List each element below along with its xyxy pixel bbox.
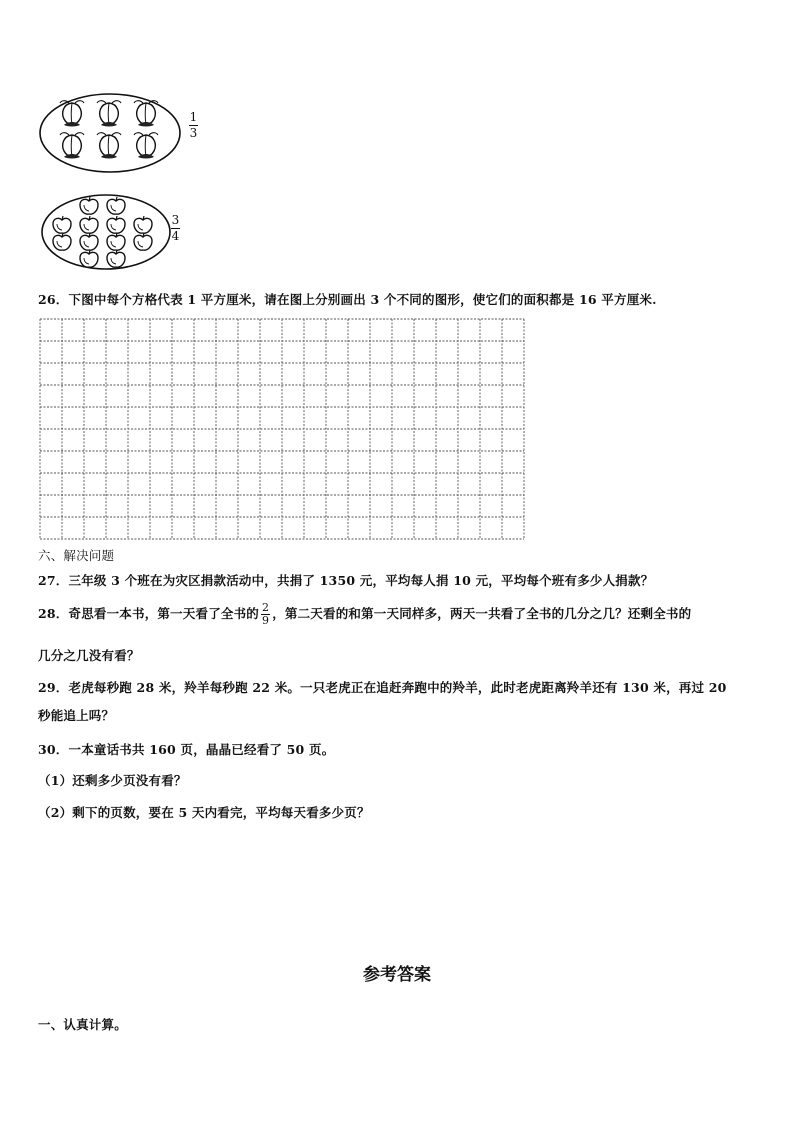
apple-icon (107, 250, 125, 267)
question-30-sub2: （2）剩下的页数，要在 5 天内看完，平均每天看多少页？ (38, 805, 370, 820)
question-28-part1: 28．奇思看一本书，第一天看了全书的 (38, 606, 259, 621)
apple-icon (107, 216, 125, 233)
fraction-denominator: 4 (171, 229, 180, 243)
fraction-two-ninths (261, 602, 270, 627)
apple-icon (80, 216, 98, 233)
apple-icon (53, 216, 71, 233)
apple-icon (53, 233, 71, 250)
fraction-numerator: 2 (262, 601, 270, 614)
fraction-denominator: 3 (189, 126, 198, 140)
fraction-three-quarters (171, 213, 180, 244)
question-30: 30．一本童话书共 160 页，晶晶已经看了 50 页。 (38, 742, 335, 757)
peach-icon (97, 133, 121, 159)
apple-icon (134, 216, 152, 233)
apple-icon (80, 250, 98, 267)
answer-key-title: 参考答案 (363, 965, 431, 985)
peach-icon (60, 133, 84, 159)
peach-oval (38, 92, 188, 176)
question-29-line1: 29．老虎每秒跑 28 米，羚羊每秒跑 22 米。一只老虎正在追赶奔跑中的羚羊，此时老虎距离羚羊还有 130 米，再过 20 (38, 680, 727, 695)
apple-icon (134, 233, 152, 250)
question-29-line2: 秒能追上吗？ (38, 708, 115, 723)
peach-icon (97, 101, 121, 127)
square-grid[interactable] (38, 317, 528, 541)
apple-icon (107, 233, 125, 250)
question-28 (38, 602, 691, 627)
peach-icon (134, 101, 158, 127)
apple-icon (107, 197, 125, 214)
question-28-line2: 几分之几没有看？ (38, 648, 140, 663)
question-30-sub1: （1）还剩多少页没有看？ (38, 773, 187, 788)
apple-icon (80, 197, 98, 214)
question-27: 27．三年级 3 个班在为灾区捐款活动中，共捐了 1350 元，平均每人捐 10 元，平均每个班有多少人捐款？ (38, 573, 654, 588)
fraction-one-third (189, 110, 198, 141)
fraction-numerator: 1 (189, 110, 198, 124)
answer-section-1: 一、认真计算。 (38, 1017, 127, 1032)
peach-icon (134, 133, 158, 159)
question-28-part2: ，第二天看的和第一天同样多，两天一共看了全书的几分之几？还剩全书的 (272, 606, 692, 621)
fraction-denominator: 9 (262, 614, 270, 627)
section-title-6: 六、解决问题 (38, 548, 115, 563)
apple-icon (80, 233, 98, 250)
fraction-numerator: 3 (171, 213, 180, 227)
apple-oval (40, 192, 174, 272)
question-26: 26．下图中每个方格代表 1 平方厘米，请在图上分别画出 3 个不同的图形，使它们的面积都是 16 平方厘米. (38, 292, 657, 307)
